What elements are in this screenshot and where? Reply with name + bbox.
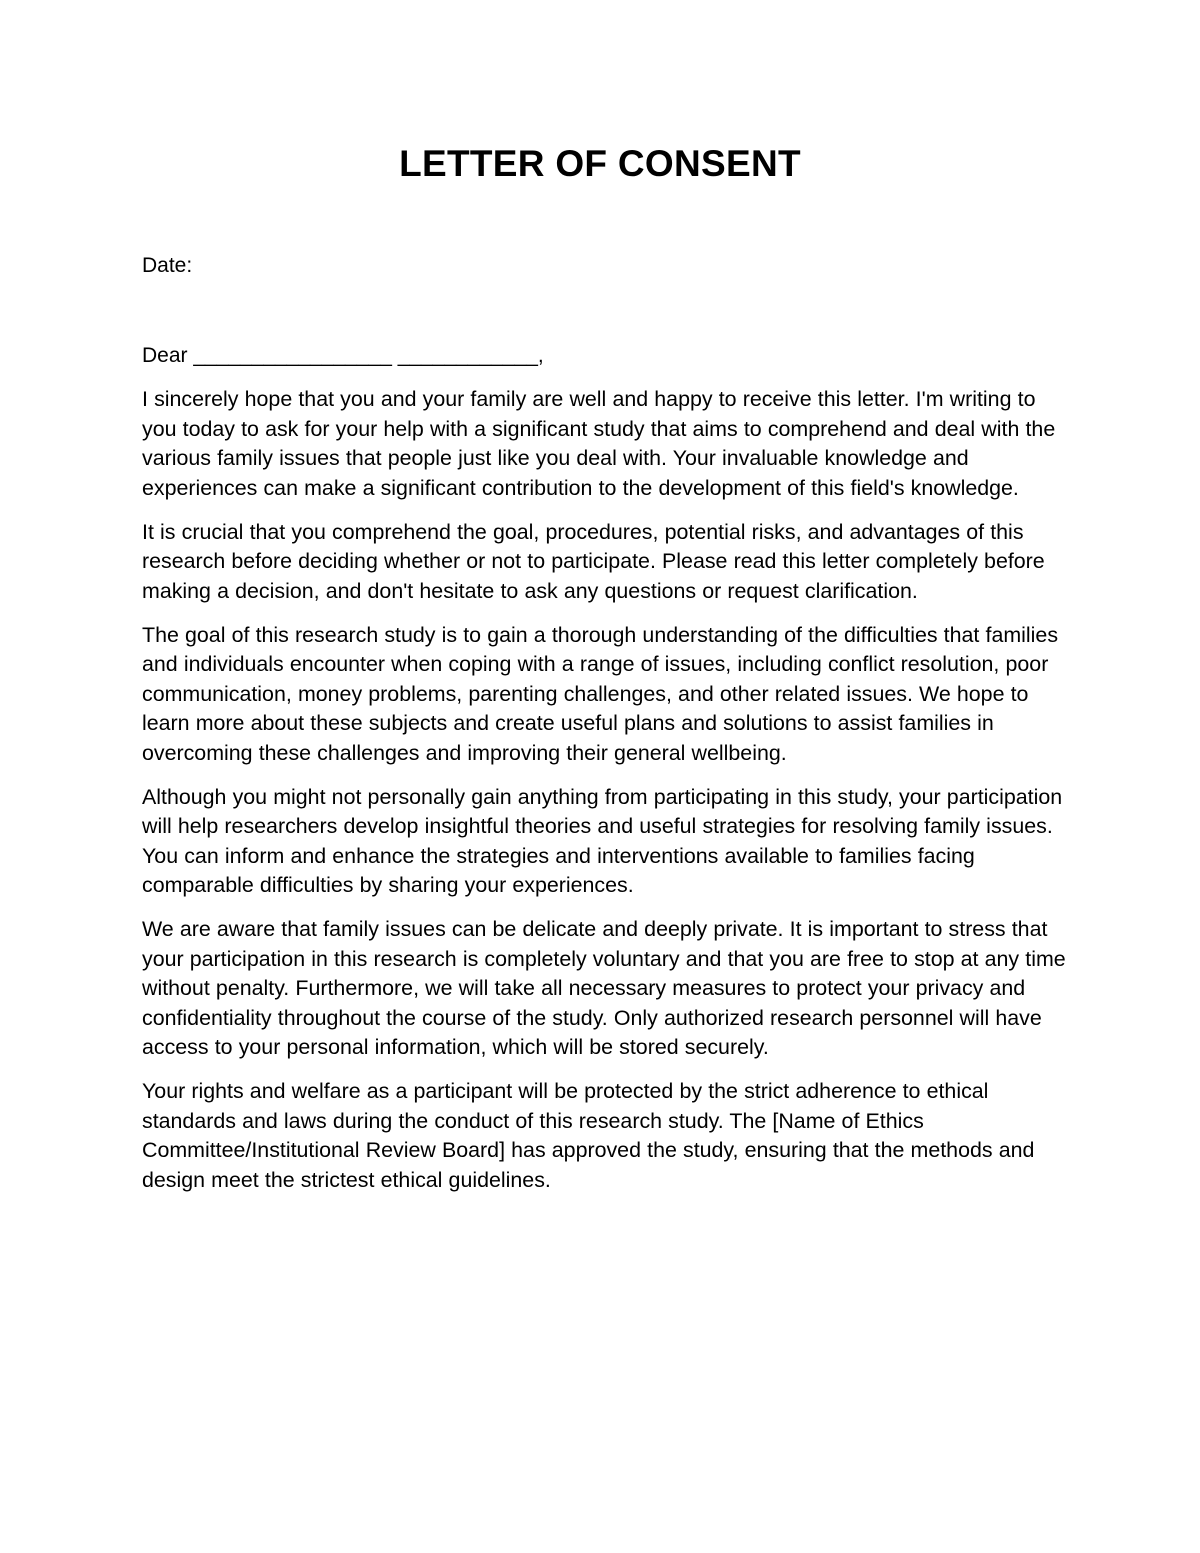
paragraph-ethics: Your rights and welfare as a participant will be protected by the strict adherence to ethical standards and laws during the conduct of this research study. The [Name of Ethics Committee/Institutional Review Board] has approved the study, ensuring that the methods and design meet the strictest ethical guidelines. [142,1079,1035,1192]
paragraph-intro: I sincerely hope that you and your family are well and happy to receive this letter. I'm writing to you today to ask for your help with a significant study that aims to comprehend and deal with the various family issues that people just like you deal with. Your invaluable knowledge and experiences can make a significant contribution to the development of this field's knowledge. [142,387,1056,500]
letter-body [142,385,1072,1210]
paragraph-privacy: We are aware that family issues can be delicate and deeply private. It is important to stress that your participation in this research is completely voluntary and that you are free to stop at any time without penalty. Furthermore, we will take all necessary measures to protect your privacy and confidentiality throughout the course of the study. Only authorized research personnel will have access to your personal information, which will be stored securely. [142,917,1066,1059]
salutation: Dear _________________ ____________, [142,344,544,367]
date-label: Date: [142,254,193,277]
page-title: LETTER OF CONSENT [399,143,801,184]
paragraph-purpose-notice: It is crucial that you comprehend the goal, procedures, potential risks, and advantages of this research before deciding whether or not to participate. Please read this letter completely before making a decision, and don't hesitate to ask any questions or request clarification. [142,519,1045,603]
paragraph-benefits: Although you might not personally gain anything from participating in this study, your participation will help researchers develop insightful theories and useful strategies for resolving family issues. You can inform and enhance the strategies and interventions available to families facing comparable difficulties by sharing your experiences. [142,784,1063,897]
paragraph-study-goal: The goal of this research study is to gain a thorough understanding of the difficulties that families and individuals encounter when coping with a range of issues, including conflict resolution, poor communication, money problems, parenting challenges, and other related issues. We hope to learn more about these subjects and create useful plans and solutions to assist families in overcoming these challenges and improving their general wellbeing. [142,622,1059,765]
